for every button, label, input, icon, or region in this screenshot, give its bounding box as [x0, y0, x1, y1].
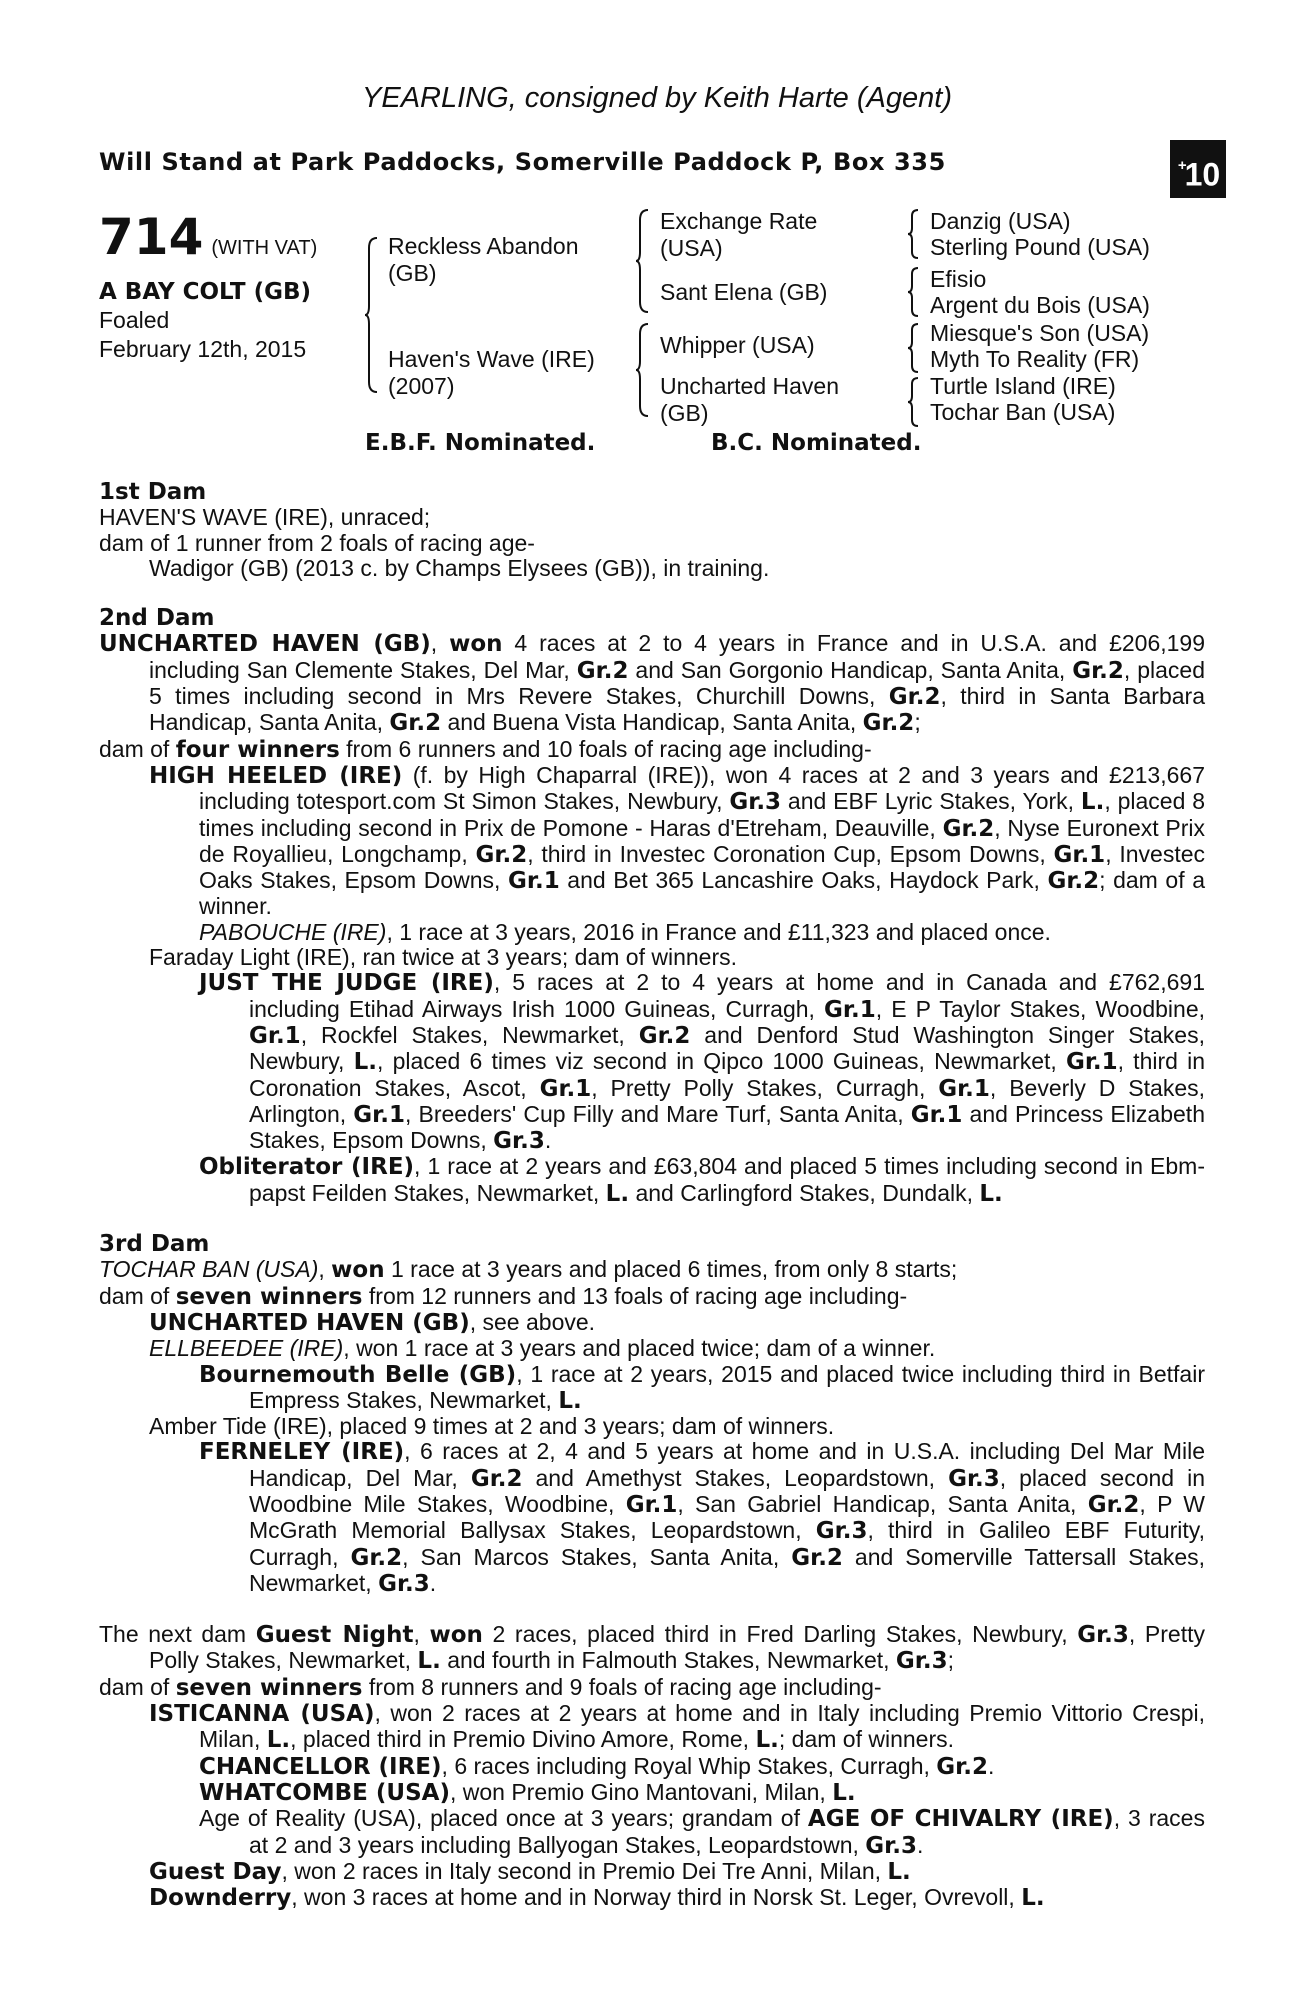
pedigree-brace-g4: [908, 376, 920, 428]
pedigree-dam: Haven's Wave (IRE) (2007): [388, 346, 595, 399]
foaled-info: [99, 306, 306, 364]
page-title: YEARLING, consigned by Keith Harte (Agent): [362, 82, 952, 114]
pedigree-sire-dam: Sant Elena (GB): [660, 279, 828, 305]
bc-nominated: B.C. Nominated.: [711, 430, 922, 456]
pedigree-g3-8: Tochar Ban (USA): [930, 399, 1116, 425]
pedigree-brace-main: [365, 236, 379, 394]
pedigree-entry: Downderry, won 3 races at home and in Norway third in Norsk St. Leger, Ovrevoll, L.: [149, 1884, 1045, 1912]
pedigree-entry: dam of 1 runner from 2 foals of racing age-: [99, 529, 535, 556]
pedigree-entry: JUST THE JUDGE (IRE), 5 races at 2 to 4 years at home and in Canada and £762,691 including Etihad Airways Irish 1000 Guineas, Curragh, Gr.1, E P Taylor Stakes, Woodbine, Gr.1, Rockfel Stakes, Newmarket, Gr.2 and Denford Stud Washington Singer Stakes, Newbury, L., placed 6 times viz second in Qipco 1000 Guineas, Newmarket, Gr.1, third in Coronation Stakes, Ascot, Gr.1, Pretty Polly Stakes, Curragh, Gr.1, Beverly D Stakes, Arlington, Gr.1, Breeders' Cup Filly and Mare Turf, Santa Anita, Gr.1 and Princess Elizabeth Stakes, Epsom Downs, Gr.3.: [199, 969, 1206, 1155]
lot-number: 714: [99, 208, 204, 266]
pedigree-entry: HIGH HEELED (IRE) (f. by High Chaparral (IRE)), won 4 races at 2 and 3 years and £213,667 including totesport.com St Simon Stakes, Newbury, Gr.3 and EBF Lyric Stakes, York, L., placed 8 times including second in Prix de Pomone - Haras d'Etreham, Deauville, Gr.2, Nyse Euronext Prix de Royallieu, Longchamp, Gr.2, third in Investec Coronation Cup, Epsom Downs, Gr.1, Investec Oaks Stakes, Epsom Downs, Gr.1 and Bet 365 Lancashire Oaks, Haydock Park, Gr.2; dam of a winner.: [149, 761, 1206, 920]
stabling-location: Will Stand at Park Paddocks, Somerville Paddock P, Box 335: [99, 148, 946, 176]
foaled-label: Foaled: [99, 307, 170, 333]
pedigree-brace-g2: [908, 266, 920, 318]
pedigree-entry: UNCHARTED HAVEN (GB), see above.: [149, 1308, 596, 1336]
pedigree-entry: dam of seven winners from 8 runners and 9 foals of racing age including-: [99, 1673, 882, 1701]
pedigree-entry: Wadigor (GB) (2013 c. by Champs Elysees (GB)), in training.: [149, 554, 770, 581]
section-heading: 1st Dam: [99, 479, 207, 505]
pedigree-sire: Reckless Abandon (GB): [388, 233, 579, 286]
pedigree-g3-1: Danzig (USA): [930, 208, 1071, 234]
pedigree-entry: Obliterator (IRE), 1 race at 2 years and £63,804 and placed 5 times including second in Ebm-papst Feilden Stakes, Newmarket, L. and Carlingford Stakes, Dundalk, L.: [199, 1153, 1206, 1207]
pedigree-g3-2: Sterling Pound (USA): [930, 234, 1150, 260]
pedigree-entry: Faraday Light (IRE), ran twice at 3 years; dam of winners.: [149, 944, 738, 971]
pedigree-g3-5: Miesque's Son (USA): [930, 320, 1150, 346]
pedigree-entry: The next dam Guest Night, won 2 races, placed third in Fred Darling Stakes, Newbury, Gr.3, Pretty Polly Stakes, Newmarket, L. and fourth in Falmouth Stakes, Newmarket, Gr.3;: [99, 1621, 1206, 1675]
pedigree-entry: UNCHARTED HAVEN (GB), won 4 races at 2 to 4 years in France and in U.S.A. and £206,199 including San Clemente Stakes, Del Mar, Gr.2 and San Gorgonio Handicap, Santa Anita, Gr.2, placed 5 times including second in Mrs Revere Stakes, Churchill Downs, Gr.2, third in Santa Barbara Handicap, Santa Anita, Gr.2 and Buena Vista Handicap, Santa Anita, Gr.2;: [99, 630, 1206, 737]
section-gap: [99, 581, 1205, 606]
vat-note: (WITH VAT): [211, 237, 318, 259]
section-heading: 2nd Dam: [99, 605, 215, 632]
pedigree-g3-4: Argent du Bois (USA): [930, 292, 1150, 318]
pedigree-brace-g3: [908, 322, 920, 374]
pedigree-notes: [99, 480, 1205, 1911]
section-heading: 3rd Dam: [99, 1231, 210, 1258]
pedigree-entry: dam of seven winners from 12 runners and 13 foals of racing age including-: [99, 1282, 908, 1310]
section-gap: [99, 1597, 1205, 1622]
badge-number: 10: [1184, 156, 1221, 193]
pedigree-brace-sire: [636, 208, 650, 314]
pedigree-entry: Bournemouth Belle (GB), 1 race at 2 years, 2015 and placed twice including third in Betfair Empress Stakes, Newmarket, L.: [199, 1360, 1205, 1414]
pedigree-brace-g1: [908, 208, 920, 260]
section-gap: [99, 1207, 1205, 1232]
pedigree-g3-3: Efisio: [930, 266, 987, 292]
pedigree-entry: ISTICANNA (USA), won 2 races at 2 years at home and in Italy including Premio Vittorio Crespi, Milan, L., placed third in Premio Divino Amore, Rome, L.; dam of winners.: [149, 1700, 1206, 1754]
pedigree-entry: WHATCOMBE (USA), won Premio Gino Mantovani, Milan, L.: [199, 1778, 856, 1806]
foaled-date: February 12th, 2015: [99, 336, 307, 362]
pedigree-g3-6: Myth To Reality (FR): [930, 346, 1140, 372]
pedigree-g3-7: Turtle Island (IRE): [930, 373, 1116, 399]
pedigree-entry: dam of four winners from 6 runners and 10 foals of racing age including-: [99, 735, 872, 763]
horse-name: A BAY COLT (GB): [99, 279, 312, 305]
pedigree-entry: TOCHAR BAN (USA), won 1 race at 3 years and placed 6 times, from only 8 starts;: [99, 1256, 958, 1284]
pedigree-entry: HAVEN'S WAVE (IRE), unraced;: [99, 504, 431, 531]
lot-badge: [1170, 140, 1226, 198]
pedigree-entry: PABOUCHE (IRE), 1 race at 3 years, 2016 in France and £11,323 and placed once.: [199, 918, 1051, 945]
ebf-nominated: E.B.F. Nominated.: [365, 430, 596, 456]
pedigree-brace-dam: [636, 322, 650, 418]
pedigree-entry: Guest Day, won 2 races in Italy second in Premio Dei Tre Anni, Milan, L.: [149, 1857, 911, 1885]
pedigree-entry: FERNELEY (IRE), 6 races at 2, 4 and 5 years at home and in U.S.A. including Del Mar Mile Handicap, Del Mar, Gr.2 and Amethyst Stakes, Leopardstown, Gr.3, placed second in Woodbine Mile Stakes, Woodbine, Gr.1, San Gabriel Handicap, Santa Anita, Gr.2, P W McGrath Memorial Ballysax Stakes, Leopardstown, Gr.3, third in Galileo EBF Futurity, Curragh, Gr.2, San Marcos Stakes, Santa Anita, Gr.2 and Somerville Tattersall Stakes, Newmarket, Gr.3.: [199, 1438, 1205, 1597]
plus-icon: +: [1177, 157, 1187, 174]
pedigree-entry: CHANCELLOR (IRE), 6 races including Royal Whip Stakes, Curragh, Gr.2.: [199, 1752, 995, 1780]
pedigree-dam-dam: Uncharted Haven (GB): [660, 373, 839, 426]
pedigree-entry: Age of Reality (USA), placed once at 3 years; grandam of AGE OF CHIVALRY (IRE), 3 races at 2 and 3 years including Ballyogan Stakes, Leopardstown, Gr.3.: [199, 1805, 1205, 1859]
pedigree-dam-sire: Whipper (USA): [660, 332, 815, 358]
lot-header: [99, 208, 317, 266]
pedigree-sire-sire: Exchange Rate (USA): [660, 208, 818, 261]
pedigree-entry: ELLBEEDEE (IRE), won 1 race at 3 years and placed twice; dam of a winner.: [149, 1335, 936, 1362]
pedigree-entry: Amber Tide (IRE), placed 9 times at 2 and 3 years; dam of winners.: [149, 1413, 835, 1440]
